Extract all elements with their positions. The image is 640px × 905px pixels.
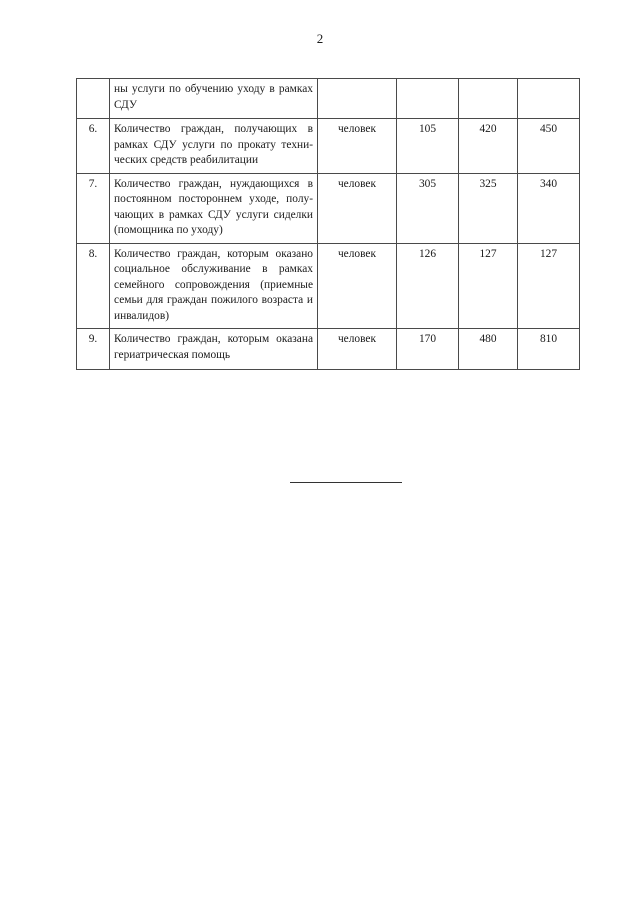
row-number: 8.	[77, 243, 110, 329]
unit-cell: человек	[318, 173, 397, 243]
unit-cell: человек	[318, 243, 397, 329]
value-cell-1: 305	[397, 173, 459, 243]
indicators-table	[76, 78, 580, 370]
row-number	[77, 79, 110, 119]
value-cell-1: 126	[397, 243, 459, 329]
indicator-description: Количество граждан, получающих в рамках СДУ услуги по прокату технических средств реабилитации	[110, 119, 318, 174]
page-number: 2	[316, 31, 324, 46]
unit-cell: человек	[318, 329, 397, 370]
value-cell-3	[518, 79, 580, 119]
row-number: 9.	[77, 329, 110, 370]
value-cell-1: 170	[397, 329, 459, 370]
value-cell-2: 325	[459, 173, 518, 243]
value-cell-2: 480	[459, 329, 518, 370]
value-cell-3: 340	[518, 173, 580, 243]
value-cell-2	[459, 79, 518, 119]
value-cell-2: 420	[459, 119, 518, 174]
row-number: 6.	[77, 119, 110, 174]
value-cell-3: 127	[518, 243, 580, 329]
value-cell-3: 810	[518, 329, 580, 370]
table-row	[77, 243, 580, 329]
table-row	[77, 329, 580, 370]
value-cell-3: 450	[518, 119, 580, 174]
indicator-description: Количество граждан, которым оказана гериатрическая помощь	[110, 329, 318, 370]
indicator-description: Количество граждан, нуждающихся в постоянном постороннем уходе, получающих в рамках СДУ услуги сиделки (помощника по уходу)	[110, 173, 318, 243]
unit-cell	[318, 79, 397, 119]
table-row	[77, 173, 580, 243]
value-cell-1	[397, 79, 459, 119]
end-separator-line	[290, 482, 402, 483]
value-cell-1: 105	[397, 119, 459, 174]
indicator-description: ны услуги по обучению уходу в рамках СДУ	[110, 79, 318, 119]
table-row	[77, 79, 580, 119]
table-row	[77, 119, 580, 174]
indicator-description: Количество граждан, которым оказано социальное обслуживание в рамках семейного сопровождения (приемные семьи для граждан пожилого возраста и инвалидов)	[110, 243, 318, 329]
unit-cell: человек	[318, 119, 397, 174]
value-cell-2: 127	[459, 243, 518, 329]
row-number: 7.	[77, 173, 110, 243]
